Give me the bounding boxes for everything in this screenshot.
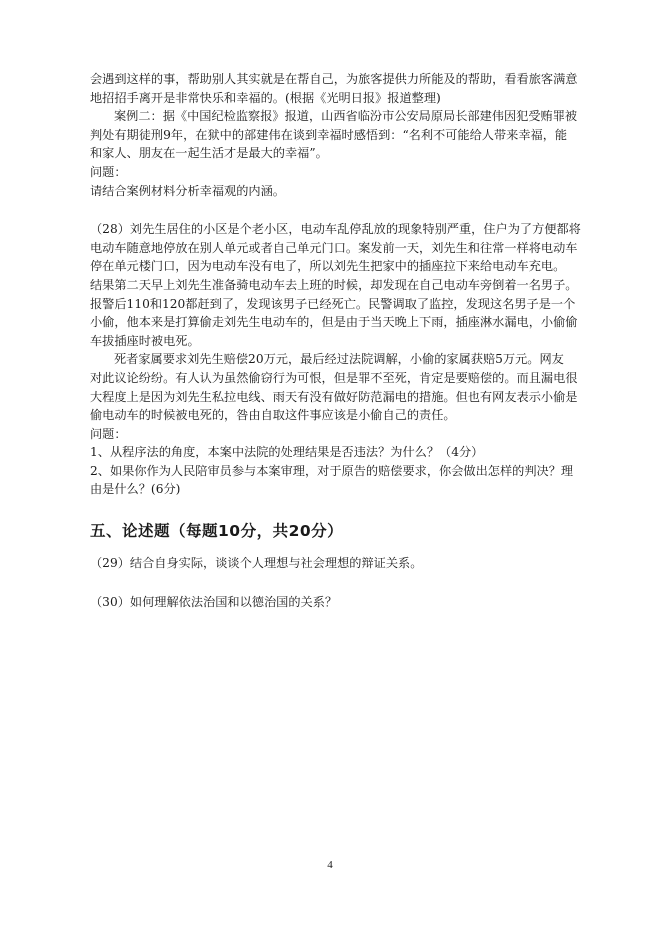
spacer bbox=[90, 499, 576, 519]
spacer bbox=[90, 200, 576, 220]
question-28-text-line: 对此议论纷纷。有人认为虽然偷窃行为可恨，但是罪不至死，肯定是要赔偿的。而且漏电很 bbox=[90, 370, 578, 385]
question-28-text-line: 小偷，他本来是打算偷走刘先生电动车的，但是由于当天晚上下雨，插座淋水漏电，小偷偷 bbox=[90, 315, 578, 330]
question-28-text-line: 停在单元楼门口，因为电动车没有电了，所以刘先生把家中的插座拉下来给电动车充电。 bbox=[90, 259, 566, 274]
question-28-text-line: 报警后110和120都赶到了，发现该男子已经死亡。民警调取了监控，发现这名男子是一个 bbox=[90, 296, 576, 311]
page-number: 4 bbox=[327, 859, 333, 871]
question-28-sub-question: 1、从程序法的角度，本案中法院的处理结果是否违法？为什么？（4分） bbox=[90, 445, 484, 460]
case-one-text-line: 会遇到这样的事，帮助别人其实就是在帮自己，为旅客提供力所能及的帮助，看看旅客满意 bbox=[90, 72, 578, 86]
section-five-title: 五、论述题（每题10分，共20分） bbox=[90, 522, 344, 541]
question-28-text-line: 大程度上是因为刘先生私拉电线、雨天有没有做好防范漏电的措施。但也有网友表示小偷是 bbox=[90, 389, 578, 404]
question-29: （29）结合自身实际，谈谈个人理想与社会理想的辩证关系。 bbox=[90, 556, 423, 571]
page-content bbox=[90, 70, 581, 611]
case-two-text-line: 案例二：据《中国纪检监察报》报道，山西省临汾市公安局原局长部建伟因犯受贿罪被 bbox=[114, 109, 578, 124]
spacer bbox=[90, 543, 576, 554]
question-28-text-line: （28）刘先生居住的小区是个老小区，电动车乱停乱放的现象特别严重，住户为了方便都将 bbox=[90, 222, 581, 237]
question-27-label: 问题： bbox=[90, 164, 127, 179]
question-27-prompt: 请结合案例材料分析幸福观的内涵。 bbox=[90, 183, 285, 198]
question-28-sub-question: 由是什么？(6分) bbox=[90, 482, 181, 497]
question-28-text-line: 偷电动车的时候被电死的，咎由自取这件事应该是小偷自己的责任。 bbox=[90, 408, 456, 423]
case-two-text-line: 判处有期徒刑9年，在狱中的部建伟在谈到幸福时感悟到：“名利不可能给人带来幸福，能 bbox=[90, 127, 568, 142]
case-one-text-line: 地招招手离开是非常快乐和幸福的。(根据《光明日报》报道整理) bbox=[90, 90, 441, 105]
question-28-text-line: 死者家属要求刘先生赔偿20万元，最后经过法院调解，小偷的家属获赔5万元。网友 bbox=[114, 352, 564, 367]
question-28-label: 问题： bbox=[90, 426, 127, 441]
case-two-text-line: 和家人、朋友在一起生活才是最大的幸福”。 bbox=[90, 146, 328, 161]
question-28-text-line: 车拔插座时被电死。 bbox=[90, 333, 200, 348]
question-28-text-line: 结果第二天早上刘先生准备骑电动车去上班的时候，却发现在自己电动车旁倒着一名男子。 bbox=[90, 277, 578, 292]
question-28-sub-question: 2、如果你作为人民陪审员参与本案审理，对于原告的赔偿要求，你会做出怎样的判决？理 bbox=[90, 463, 574, 478]
question-30: （30）如何理解依法治国和以德治国的关系？ bbox=[90, 594, 338, 609]
spacer bbox=[90, 573, 576, 593]
question-28-text-line: 电动车随意地停放在别人单元或者自己单元门口。案发前一天，刘先生和往常一样将电动车 bbox=[90, 240, 578, 255]
